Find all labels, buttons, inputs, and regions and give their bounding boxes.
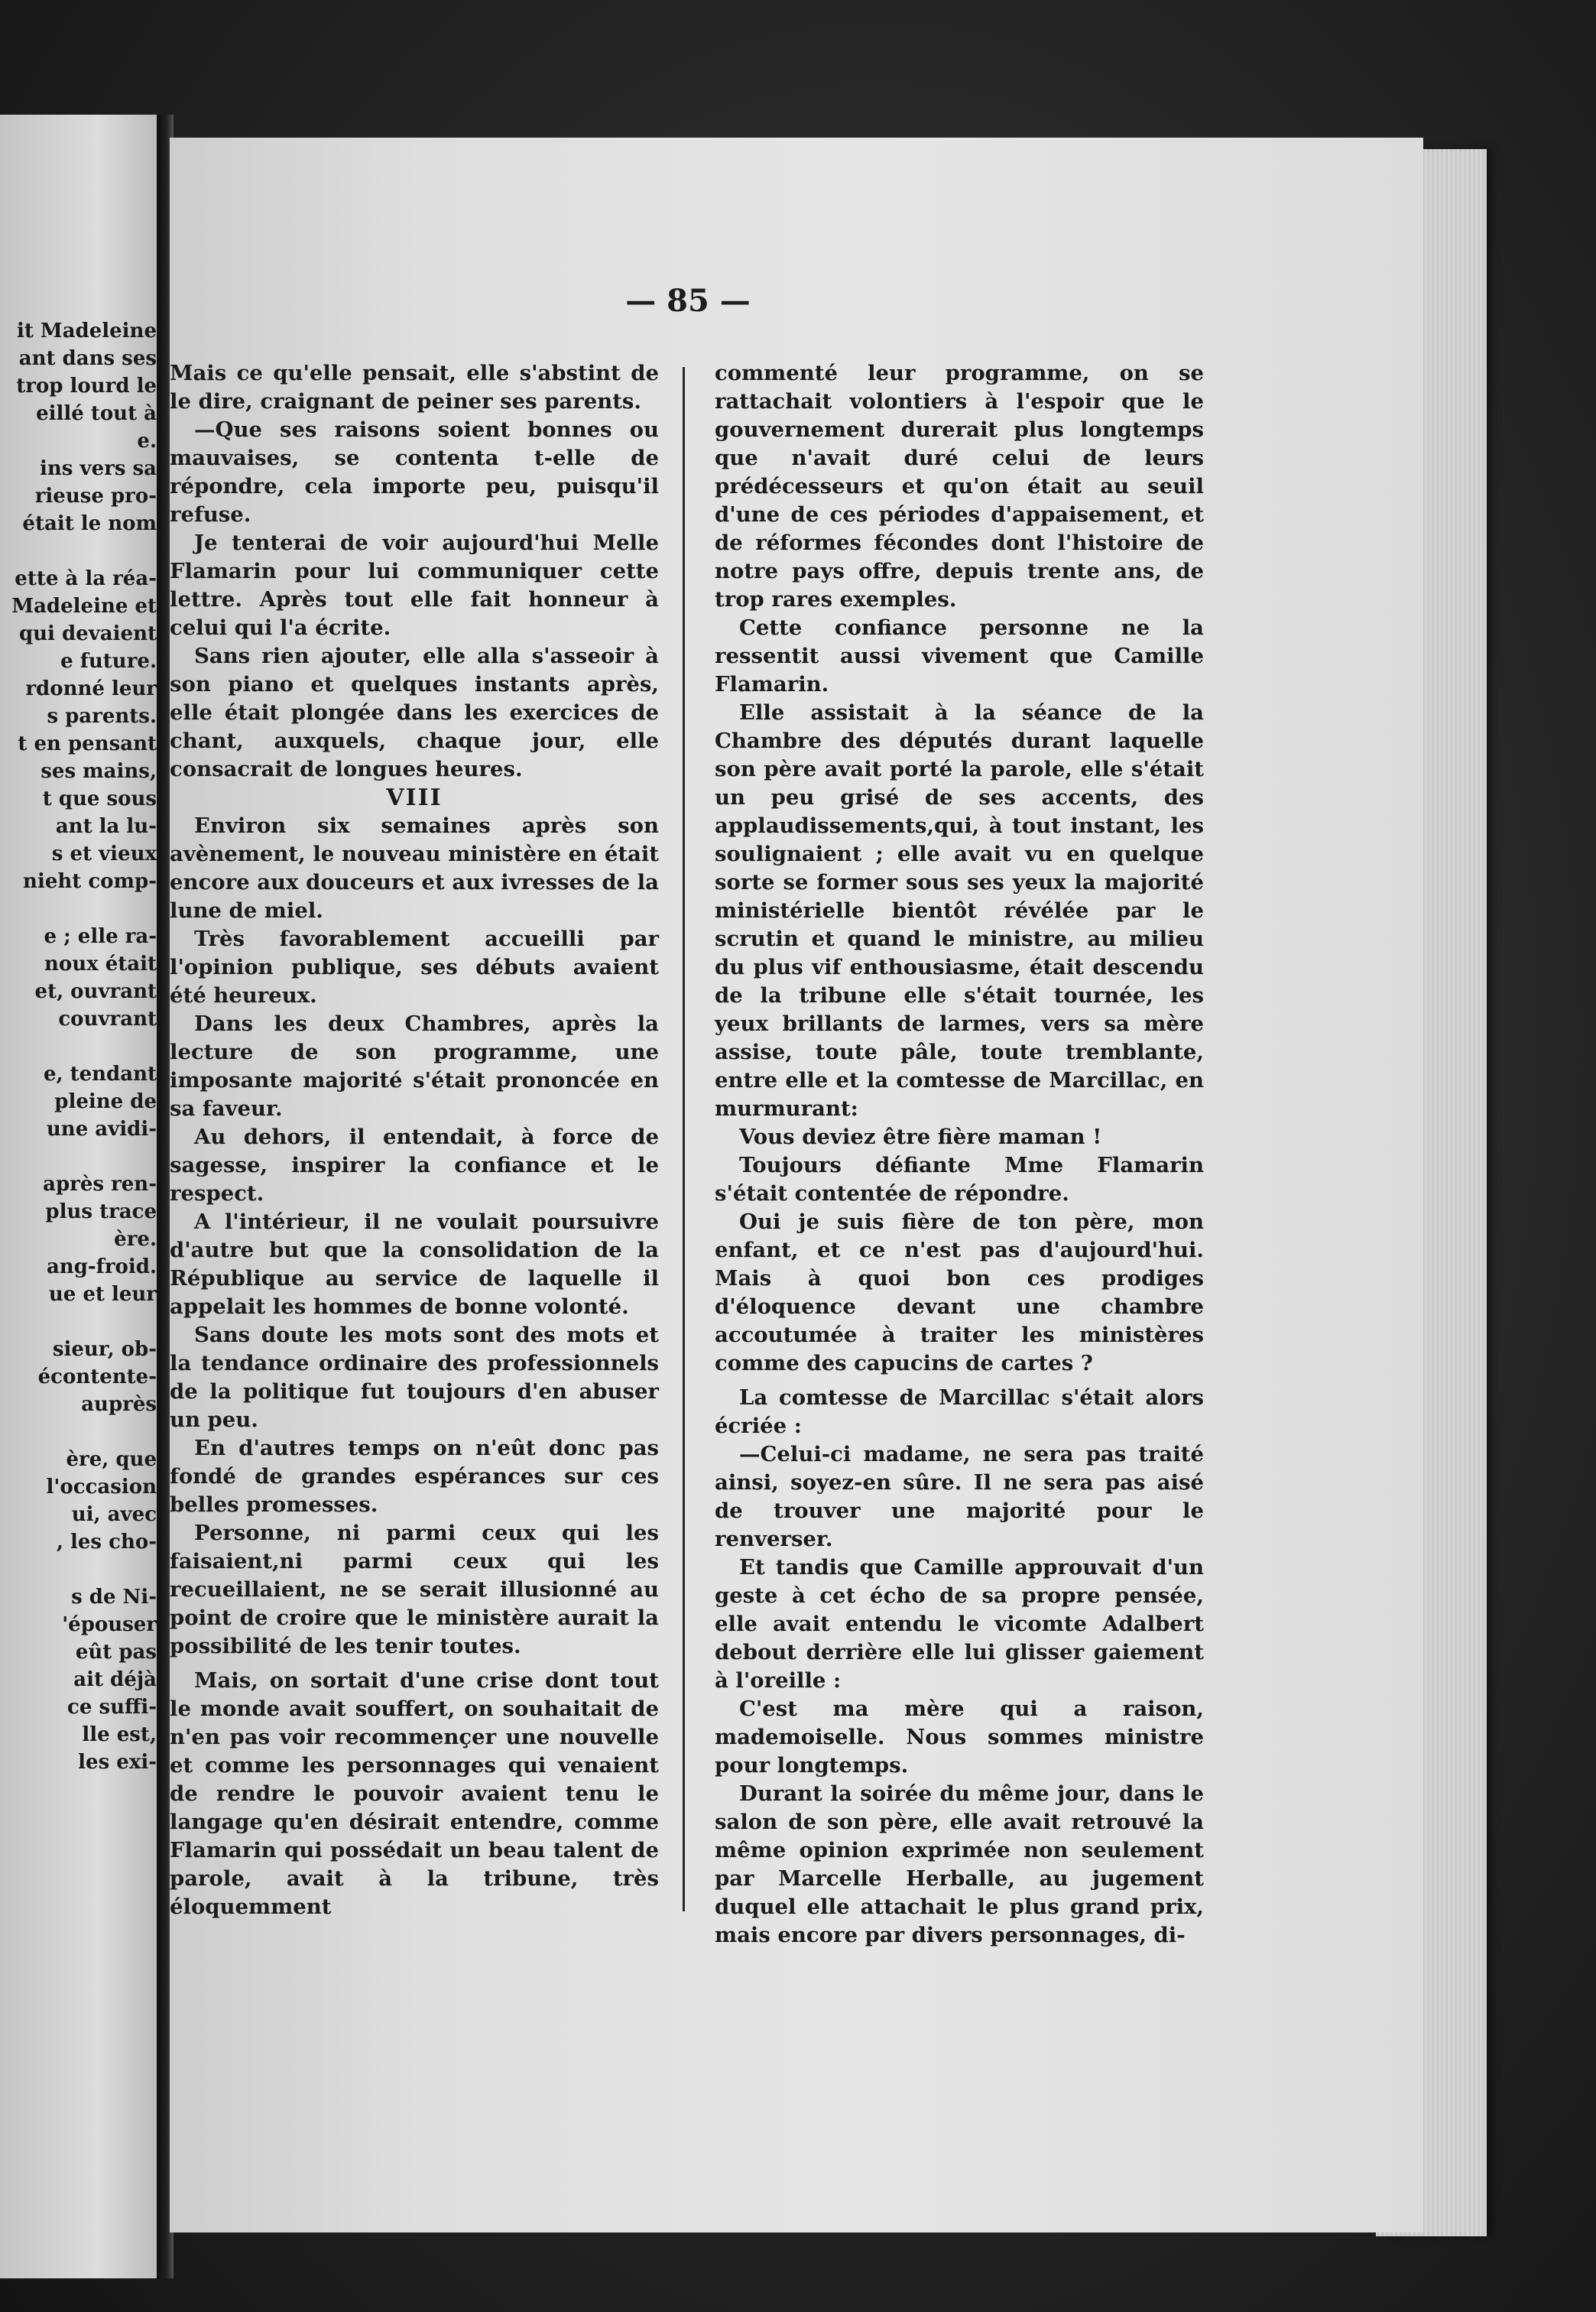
left-text-column [170, 359, 659, 1921]
previous-page-gap [0, 895, 157, 923]
previous-page-line: pleine de [54, 1090, 157, 1113]
paragraph: —Celui-ci madame, ne sera pas traité ainsi, soyez-en sûre. Il ne sera pas aisé de trouver une majorité pour le renverser. [715, 1442, 1204, 1551]
previous-page-line: auprès [81, 1393, 157, 1416]
previous-page-line: e future. [60, 650, 157, 673]
previous-page-gap [0, 1143, 157, 1171]
previous-page-line: ce suffi- [67, 1696, 157, 1719]
paragraph: Durant la soirée du même jour, dans le salon de son père, elle avait retrouvé la même opinion exprimée non seulement par Marcelle Herballe, au jugement duquel elle attachait le plus grand prix, mais encore par divers personnages, di- [715, 1781, 1204, 1947]
paragraph: Sans rien ajouter, elle alla s'asseoir à son piano et quelques instants après, elle était plongée dans les exercices de chant, auxquels, chaque jour, elle consacrait de longues heures. [170, 644, 659, 781]
previous-page-line: ère. [114, 1228, 157, 1251]
paragraph: Sans doute les mots sont des mots et la tendance ordinaire des professionnels de la politique fut toujours d'en abuser un peu. [170, 1323, 659, 1432]
previous-page-line: ui, avec [71, 1503, 157, 1526]
previous-page-line: nieht comp- [23, 870, 157, 893]
previous-page-line: ant dans ses [18, 347, 157, 370]
previous-page-line: ue et leur [48, 1283, 157, 1306]
previous-page-line: e ; elle ra- [44, 925, 157, 948]
paragraph: Dans les deux Chambres, après la lecture de son programme, une imposante majorité s'était prononcée en sa faveur. [170, 1012, 659, 1121]
previous-page-line: ant la lu- [55, 815, 157, 838]
paragraph: La comtesse de Marcillac s'était alors écriée : [715, 1385, 1204, 1438]
previous-page-line: it Madeleine [16, 320, 157, 343]
paragraph: A l'intérieur, il ne voulait poursuivre d'autre but que la consolidation de la République au service de laquelle il appelait les hommes de bonne volonté. [170, 1210, 659, 1319]
previous-page-line: les exi- [78, 1751, 157, 1774]
previous-page-line: et, ouvrant [34, 980, 157, 1003]
previous-page-line: ette à la réa- [15, 567, 157, 590]
previous-page-line: eillé tout à [36, 402, 157, 425]
paragraph: Vous deviez être fière maman ! [739, 1125, 1102, 1149]
previous-page-line: s et vieux [51, 843, 157, 865]
previous-page-line: l'occasion [46, 1476, 157, 1499]
paragraph: Elle assistait à la séance de la Chambre des députés durant laquelle son père avait porté la parole, elle s'était un peu grisé de ses accents, des applaudissements,qui, à tout instant, les soulignaient ; elle avait vu en quelque sorte se former sous ses yeux la majorité ministérielle bientôt révélée par le scrutin et quand le ministre, au milieu du plus vif enthousiasme, était descendu de la tribune elle s'était tournée, les yeux brillants de larmes, vers sa mère assise, toute pâle, toute tremblante, entre elle et la comtesse de Marcillac, en murmurant: [715, 700, 1204, 1121]
previous-page-line: ang-froid. [46, 1255, 157, 1278]
section-heading: VIII [386, 784, 443, 811]
previous-page [0, 115, 164, 2278]
previous-page-line: rieuse pro- [34, 485, 157, 508]
previous-page-line: e, tendant [43, 1063, 157, 1086]
previous-page-line: Madeleine et [11, 595, 157, 618]
previous-page-gap [0, 1308, 157, 1336]
previous-page-line: 'épouser [62, 1613, 157, 1636]
previous-page-gap [0, 537, 157, 565]
previous-page-gap [0, 1556, 157, 1583]
previous-page-line: lle est, [82, 1723, 157, 1746]
paragraph: Très favorablement accueilli par l'opinion publique, ses débuts avaient été heureux. [170, 927, 659, 1008]
paragraph: C'est ma mère qui a raison, mademoiselle. Nous sommes ministre pour longtemps. [715, 1697, 1204, 1778]
paragraph: Personne, ni parmi ceux qui les faisaient,ni parmi ceux qui les recueillaient, ne se serait illusionné au point de croire que le ministère aurait la possibilité de les tenir toutes. [170, 1521, 659, 1658]
previous-page-line: ère, que [66, 1448, 157, 1471]
previous-page-gap [0, 1033, 157, 1060]
previous-page-line: sieur, ob- [52, 1338, 157, 1361]
paragraph: Environ six semaines après son avènement, le nouveau ministère en était encore aux douceurs et aux ivresses de la lune de miel. [170, 813, 659, 923]
paragraph: —Que ses raisons soient bonnes ou mauvaises, se contenta t-elle de répondre, cela importe peu, puisqu'il refuse. [170, 417, 659, 527]
previous-page-line: une avidi- [46, 1118, 157, 1141]
previous-page-line: après ren- [43, 1173, 157, 1196]
previous-page-line: ses mains, [41, 760, 157, 783]
previous-page-text-fragments [0, 317, 157, 1776]
previous-page-line: trop lourd le [16, 375, 157, 398]
previous-page-line: était le nom [22, 512, 157, 535]
previous-page-line: rdonné leur [25, 677, 157, 700]
paragraph: Au dehors, il entendait, à force de sagesse, inspirer la confiance et le respect. [170, 1125, 659, 1206]
previous-page-line: s parents. [47, 705, 157, 728]
paragraph: Et tandis que Camille approuvait d'un geste à cet écho de sa propre pensée, elle avait entendu le vicomte Adalbert debout derrière elle lui glisser gaiement à l'oreille : [715, 1555, 1204, 1693]
previous-page-line: eût pas [75, 1641, 157, 1664]
previous-page-line: qui devaient [18, 622, 157, 645]
paragraph: Cette confiance personne ne la ressentit aussi vivement que Camille Flamarin. [715, 615, 1204, 697]
paragraph: En d'autres temps on n'eût donc pas fondé de grandes espérances sur ces belles promesses. [170, 1436, 659, 1517]
paragraph: Mais ce qu'elle pensait, elle s'abstint de le dire, craignant de peiner ses parents. [170, 361, 659, 414]
previous-page-line: , les cho- [56, 1531, 157, 1554]
paragraph: Je tenterai de voir aujourd'hui Melle Flamarin pour lui communiquer cette lettre. Après tout elle fait honneur à celui qui l'a écrite. [170, 531, 659, 640]
previous-page-line: couvrant [58, 1008, 157, 1031]
previous-page-line: ins vers sa [40, 457, 157, 480]
previous-page-line: s de Ni- [71, 1586, 157, 1609]
page-number: — 85 — [625, 283, 751, 319]
previous-page-line: écontente- [37, 1365, 157, 1388]
previous-page-line: noux était [44, 953, 157, 976]
previous-page-line: t en pensant [18, 732, 157, 755]
paragraph: Oui je suis fière de ton père, mon enfant, et ce n'est pas d'aujourd'hui. Mais à quoi bon ces prodiges d'éloquence devant une chambre accoutumée à traiter les ministères comme des capucins de cartes ? [715, 1210, 1204, 1375]
right-text-column [715, 359, 1204, 1950]
previous-page-line: plus trace [45, 1200, 157, 1223]
previous-page-line: ait déjà [73, 1668, 157, 1691]
previous-page-gap [0, 1418, 157, 1446]
paragraph: Toujours défiante Mme Flamarin s'était contentée de répondre. [715, 1153, 1204, 1206]
paragraph: commenté leur programme, on se rattachait volontiers à l'espoir que le gouvernement durerait plus longtemps que n'avait duré celui de leurs prédécesseurs et qu'on était au seuil d'une de ces périodes d'appaisement, et de réformes fécondes dont l'histoire de notre pays offre, depuis trente ans, de trop rares exemples. [715, 361, 1204, 612]
column-divider [683, 367, 685, 1911]
previous-page-line: t que sous [42, 787, 157, 810]
previous-page-line: e. [137, 430, 157, 453]
paragraph: Mais, on sortait d'une crise dont tout le monde avait souffert, on souhaitait de n'en pas voir recommençer une nouvelle et comme les personnages qui venaient de rendre le pouvoir avaient tenu le langage qu'en désirait entendre, comme Flamarin qui possédait un beau talent de parole, avait à la tribune, très éloquemment [170, 1668, 659, 1919]
